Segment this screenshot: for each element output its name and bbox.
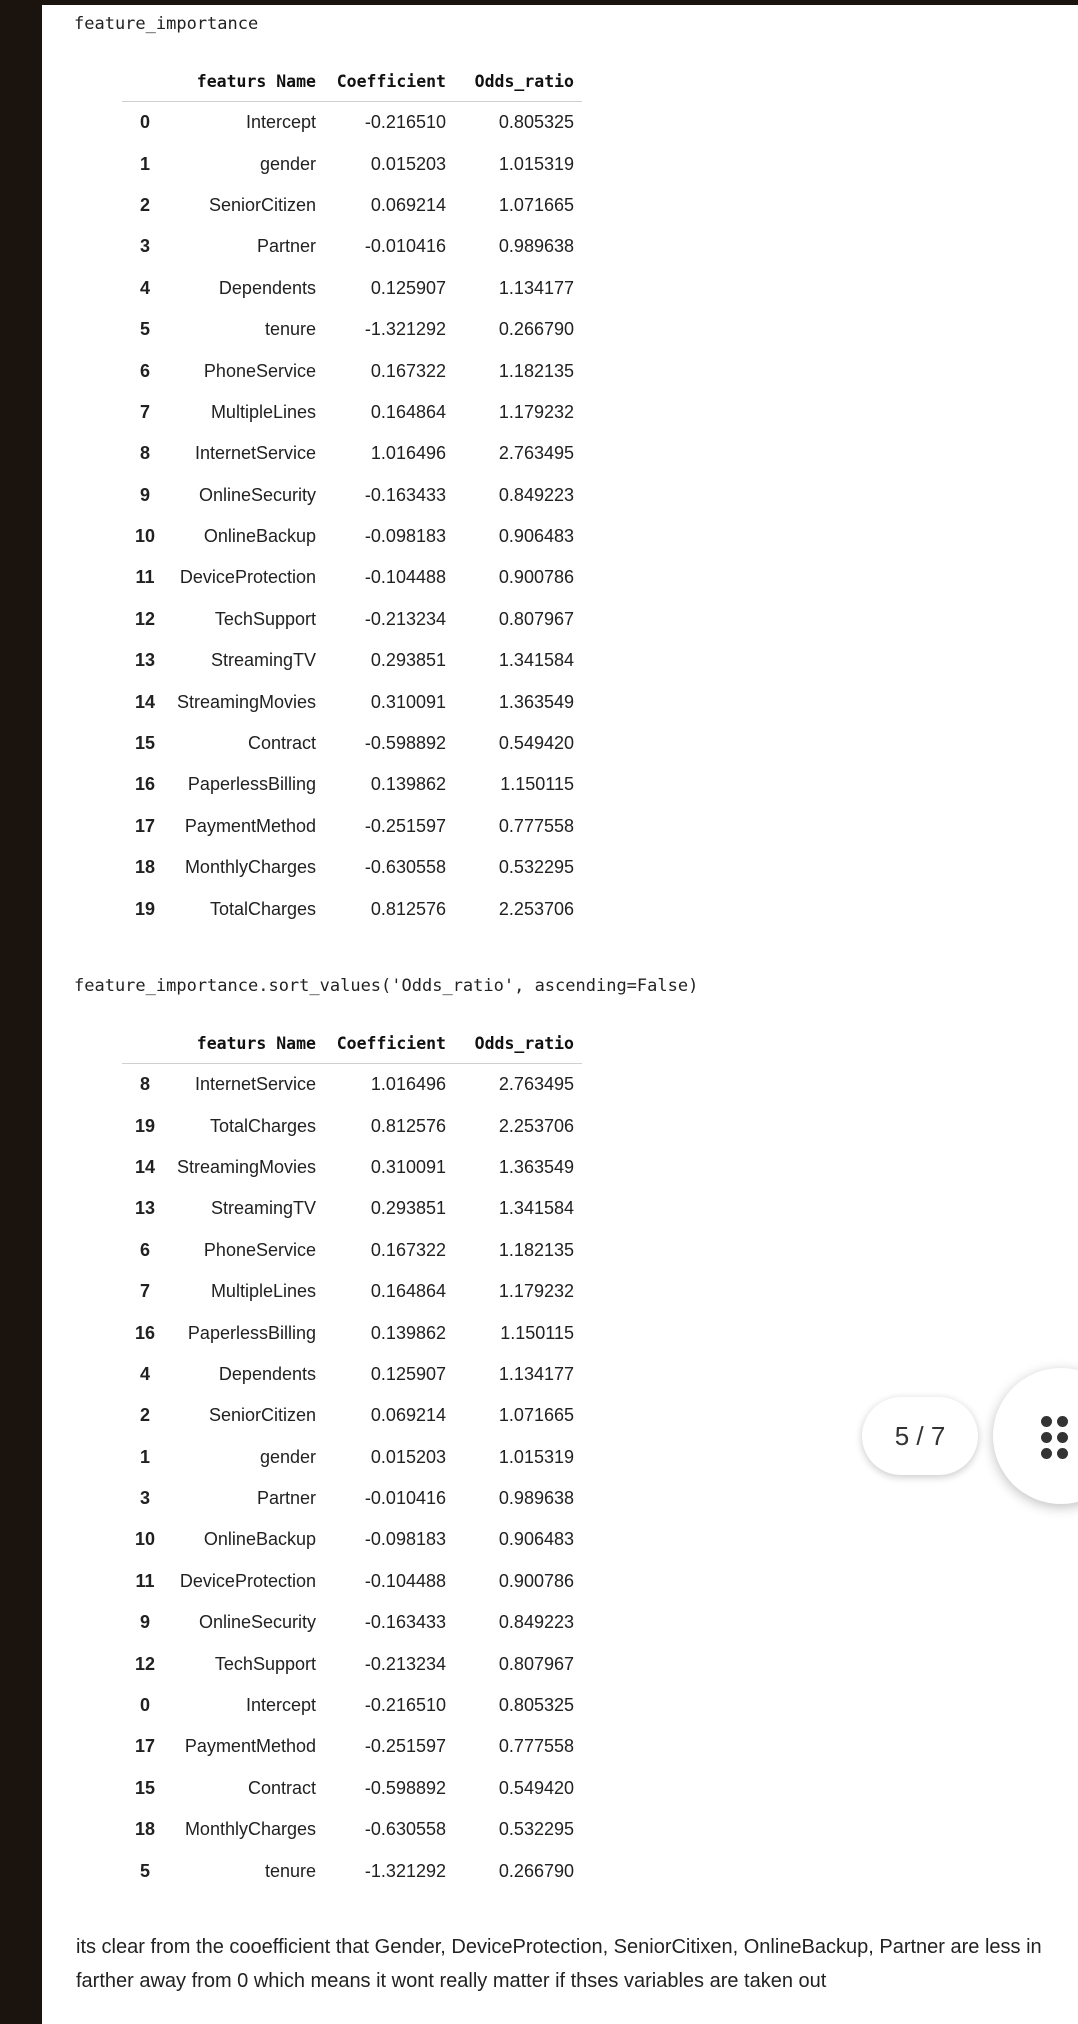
coefficient-cell: -0.010416: [364, 1488, 446, 1509]
notebook-page: [42, 5, 1078, 2024]
table-row: [122, 1230, 582, 1271]
coefficient-cell: -0.163433: [364, 1612, 446, 1633]
coefficient-cell: 0.125907: [370, 1363, 446, 1384]
odds-ratio-cell: 0.900786: [498, 567, 574, 588]
feature-name-cell: TechSupport: [214, 1653, 316, 1674]
feature-name-cell: Contract: [247, 1777, 316, 1798]
table-row: [122, 1602, 582, 1643]
feature-name-cell: PaperlessBilling: [187, 774, 316, 795]
odds-ratio-cell: 0.266790: [498, 319, 574, 340]
column-header-odds-ratio: Odds_ratio: [474, 71, 574, 91]
column-header-featurs-name: featurs Name: [196, 1033, 316, 1053]
feature-name-cell: Intercept: [245, 112, 316, 133]
coefficient-cell: 0.167322: [370, 360, 446, 381]
row-index: 9: [139, 484, 150, 505]
odds-ratio-cell: 1.341584: [498, 650, 574, 671]
odds-ratio-cell: 1.134177: [498, 277, 574, 298]
odds-ratio-cell: 0.777558: [498, 815, 574, 836]
row-index: 12: [134, 1653, 156, 1674]
odds-ratio-cell: 0.805325: [498, 112, 574, 133]
coefficient-cell: 0.293851: [370, 1198, 446, 1219]
row-index: 19: [134, 1115, 156, 1136]
coefficient-cell: 0.167322: [370, 1239, 446, 1260]
grid-dots-icon: [1041, 1416, 1075, 1460]
row-index: 16: [134, 1322, 156, 1343]
row-index: 15: [134, 733, 156, 754]
row-index: 4: [139, 277, 150, 298]
odds-ratio-cell: 1.134177: [498, 1363, 574, 1384]
odds-ratio-cell: 0.807967: [498, 608, 574, 629]
table-row: [122, 764, 582, 805]
table-row: [122, 806, 582, 847]
odds-ratio-cell: 0.805325: [498, 1695, 574, 1716]
table-row: [122, 433, 582, 474]
table-row: [122, 185, 582, 226]
odds-ratio-cell: 1.182135: [498, 1239, 574, 1260]
odds-ratio-cell: 0.849223: [498, 484, 574, 505]
paragraph-line-1: its clear from the cooefficient that Gender, DeviceProtection, SeniorCitixen, OnlineBackup, Partner are less in: [76, 1936, 1042, 1958]
odds-ratio-cell: 1.150115: [500, 1322, 574, 1343]
row-index: 0: [139, 1695, 150, 1716]
row-index: 10: [134, 1529, 156, 1550]
table-row: [122, 1105, 582, 1146]
table-row: [122, 392, 582, 433]
coefficient-cell: 0.293851: [370, 650, 446, 671]
odds-ratio-cell: 2.253706: [498, 1115, 574, 1136]
row-index: 11: [135, 567, 155, 588]
feature-name-cell: StreamingMovies: [176, 691, 316, 712]
feature-name-cell: PaperlessBilling: [187, 1322, 316, 1343]
odds-ratio-cell: 1.341584: [498, 1198, 574, 1219]
table-row: [122, 1312, 582, 1353]
odds-ratio-cell: 0.807967: [498, 1653, 574, 1674]
row-index: 6: [139, 360, 150, 381]
coefficient-cell: -0.104488: [364, 1570, 446, 1591]
odds-ratio-cell: 0.989638: [498, 1488, 574, 1509]
row-index: 7: [139, 401, 150, 422]
feature-name-cell: MonthlyCharges: [184, 1819, 316, 1840]
row-index: 17: [134, 815, 156, 836]
row-index: 3: [139, 236, 150, 257]
feature-name-cell: Partner: [256, 1488, 316, 1509]
table-row: [122, 1478, 582, 1519]
row-index: 14: [134, 1156, 156, 1177]
coefficient-cell: -0.630558: [364, 1819, 446, 1840]
table-header-row: [122, 1023, 582, 1064]
feature-name-cell: InternetService: [194, 443, 316, 464]
row-index: 3: [139, 1488, 150, 1509]
table-row: [122, 1768, 582, 1809]
coefficient-cell: -0.598892: [364, 733, 446, 754]
table-row: [122, 268, 582, 309]
coefficient-cell: -0.104488: [364, 567, 446, 588]
table-row: [122, 516, 582, 557]
feature-name-cell: DeviceProtection: [179, 567, 316, 588]
odds-ratio-cell: 1.150115: [500, 774, 574, 795]
column-header-coefficient: Coefficient: [336, 71, 446, 91]
odds-ratio-cell: 1.182135: [498, 360, 574, 381]
feature-name-cell: gender: [259, 1446, 316, 1467]
row-index: 8: [139, 1074, 150, 1095]
feature-name-cell: PhoneService: [203, 360, 316, 381]
row-index: 2: [139, 1405, 150, 1426]
table-row: [122, 475, 582, 516]
row-index: 5: [139, 319, 150, 340]
odds-ratio-cell: 1.071665: [498, 1405, 574, 1426]
row-index: 17: [134, 1736, 156, 1757]
coefficient-cell: 0.015203: [370, 1446, 446, 1467]
row-index: 16: [134, 774, 156, 795]
feature-name-cell: MonthlyCharges: [184, 857, 316, 878]
code-cell-1: feature_importance: [74, 14, 259, 34]
feature-name-cell: TechSupport: [214, 608, 316, 629]
row-index: 6: [139, 1239, 150, 1260]
odds-ratio-cell: 1.179232: [498, 1281, 574, 1302]
table-row: [122, 1147, 582, 1188]
feature-name-cell: Dependents: [218, 277, 316, 298]
feature-name-cell: tenure: [264, 319, 316, 340]
coefficient-cell: 0.139862: [370, 1322, 446, 1343]
feature-name-cell: TotalCharges: [209, 1115, 316, 1136]
coefficient-cell: -0.251597: [364, 815, 446, 836]
coefficient-cell: 0.069214: [370, 1405, 446, 1426]
table-row: [122, 1643, 582, 1684]
row-index: 0: [139, 112, 150, 133]
table-row: [122, 640, 582, 681]
feature-name-cell: Partner: [256, 236, 316, 257]
feature-name-cell: PaymentMethod: [184, 1736, 316, 1757]
odds-ratio-cell: 0.777558: [498, 1736, 574, 1757]
odds-ratio-cell: 0.989638: [498, 236, 574, 257]
odds-ratio-cell: 0.532295: [498, 857, 574, 878]
table-row: [122, 1437, 582, 1478]
table-row: [122, 1064, 582, 1106]
coefficient-cell: 0.812576: [370, 1115, 446, 1136]
odds-ratio-cell: 0.906483: [498, 1529, 574, 1550]
row-index: 14: [134, 691, 156, 712]
feature-name-cell: SeniorCitizen: [208, 194, 316, 215]
odds-ratio-cell: 0.549420: [498, 733, 574, 754]
odds-ratio-cell: 1.015319: [498, 1446, 574, 1467]
row-index: 19: [134, 898, 156, 919]
feature-name-cell: StreamingTV: [210, 1198, 316, 1219]
feature-name-cell: StreamingTV: [210, 650, 316, 671]
feature-name-cell: tenure: [264, 1860, 316, 1881]
row-index: 1: [139, 153, 150, 174]
coefficient-cell: 0.015203: [370, 153, 446, 174]
row-index: 13: [134, 650, 156, 671]
feature-name-cell: PaymentMethod: [184, 815, 316, 836]
row-index: 9: [139, 1612, 150, 1633]
table-row: [122, 350, 582, 391]
coefficient-cell: -0.251597: [364, 1736, 446, 1757]
markdown-paragraph: [76, 1930, 1078, 1998]
index-header: [122, 1023, 168, 1064]
feature-name-cell: OnlineBackup: [203, 1529, 316, 1550]
index-header: [122, 61, 168, 102]
odds-ratio-cell: 2.763495: [498, 443, 574, 464]
feature-name-cell: TotalCharges: [209, 898, 316, 919]
table-row: [122, 1271, 582, 1312]
feature-name-cell: OnlineSecurity: [198, 484, 316, 505]
table-row: [122, 681, 582, 722]
odds-ratio-cell: 1.179232: [498, 401, 574, 422]
table-row: [122, 1850, 582, 1891]
feature-name-cell: Intercept: [245, 1695, 316, 1716]
coefficient-cell: -0.216510: [364, 1695, 446, 1716]
dataframe-table-1: [122, 61, 582, 930]
table-row: [122, 143, 582, 184]
table-row: [122, 888, 582, 929]
table-row: [122, 1354, 582, 1395]
feature-name-cell: OnlineBackup: [203, 526, 316, 547]
odds-ratio-cell: 2.763495: [498, 1074, 574, 1095]
table-row: [122, 1561, 582, 1602]
odds-ratio-cell: 0.849223: [498, 1612, 574, 1633]
feature-name-cell: InternetService: [194, 1074, 316, 1095]
row-index: 7: [139, 1281, 150, 1302]
odds-ratio-cell: 0.266790: [498, 1860, 574, 1881]
row-index: 10: [134, 526, 156, 547]
feature-name-cell: PhoneService: [203, 1239, 316, 1260]
coefficient-cell: -0.216510: [364, 112, 446, 133]
feature-name-cell: StreamingMovies: [176, 1156, 316, 1177]
row-index: 12: [134, 608, 156, 629]
coefficient-cell: 0.069214: [370, 194, 446, 215]
feature-name-cell: DeviceProtection: [179, 1570, 316, 1591]
row-index: 13: [134, 1198, 156, 1219]
row-index: 1: [139, 1446, 150, 1467]
table-row: [122, 1726, 582, 1767]
coefficient-cell: 1.016496: [370, 443, 446, 464]
feature-name-cell: MultipleLines: [210, 1281, 316, 1302]
odds-ratio-cell: 0.532295: [498, 1819, 574, 1840]
table-header-row: [122, 61, 582, 102]
table-row: [122, 226, 582, 267]
row-index: 15: [134, 1777, 156, 1798]
odds-ratio-cell: 0.906483: [498, 526, 574, 547]
table-row: [122, 557, 582, 598]
feature-name-cell: Dependents: [218, 1363, 316, 1384]
coefficient-cell: -1.321292: [364, 319, 446, 340]
odds-ratio-cell: 1.363549: [498, 1156, 574, 1177]
coefficient-cell: 0.139862: [370, 774, 446, 795]
row-index: 4: [139, 1363, 150, 1384]
coefficient-cell: -0.098183: [364, 526, 446, 547]
table-row: [122, 102, 582, 144]
feature-name-cell: Contract: [247, 733, 316, 754]
odds-ratio-cell: 1.363549: [498, 691, 574, 712]
odds-ratio-cell: 1.015319: [498, 153, 574, 174]
odds-ratio-cell: 1.071665: [498, 194, 574, 215]
feature-name-cell: gender: [259, 153, 316, 174]
coefficient-cell: 0.310091: [370, 691, 446, 712]
coefficient-cell: -0.010416: [364, 236, 446, 257]
feature-name-cell: SeniorCitizen: [208, 1405, 316, 1426]
odds-ratio-cell: 2.253706: [498, 898, 574, 919]
column-header-coefficient: Coefficient: [336, 1033, 446, 1053]
coefficient-cell: -0.163433: [364, 484, 446, 505]
table-row: [122, 599, 582, 640]
column-header-featurs-name: featurs Name: [196, 71, 316, 91]
paragraph-line-2: farther away from 0 which means it wont really matter if thses variables are taken out: [76, 1970, 827, 1992]
coefficient-cell: 0.812576: [370, 898, 446, 919]
coefficient-cell: -0.098183: [364, 1529, 446, 1550]
odds-ratio-cell: 0.549420: [498, 1777, 574, 1798]
column-header-odds-ratio: Odds_ratio: [474, 1033, 574, 1053]
row-index: 11: [135, 1570, 155, 1591]
odds-ratio-cell: 0.900786: [498, 1570, 574, 1591]
row-index: 18: [134, 857, 156, 878]
table-body: [122, 1064, 582, 1892]
table-row: [122, 1188, 582, 1229]
table-row: [122, 1685, 582, 1726]
table-row: [122, 1519, 582, 1560]
table-row: [122, 1395, 582, 1436]
table-row: [122, 847, 582, 888]
coefficient-cell: -1.321292: [364, 1860, 446, 1881]
row-index: 5: [139, 1860, 150, 1881]
row-index: 18: [134, 1819, 156, 1840]
row-index: 8: [139, 443, 150, 464]
row-index: 2: [139, 194, 150, 215]
table-row: [122, 309, 582, 350]
coefficient-cell: 0.125907: [370, 277, 446, 298]
coefficient-cell: -0.213234: [364, 1653, 446, 1674]
coefficient-cell: -0.598892: [364, 1777, 446, 1798]
coefficient-cell: 0.310091: [370, 1156, 446, 1177]
coefficient-cell: -0.630558: [364, 857, 446, 878]
feature-name-cell: MultipleLines: [210, 401, 316, 422]
table-row: [122, 1809, 582, 1850]
code-cell-2: feature_importance.sort_values('Odds_ratio', ascending=False): [74, 976, 699, 996]
page-counter-pill[interactable]: 5 / 7: [862, 1397, 978, 1475]
coefficient-cell: -0.213234: [364, 608, 446, 629]
coefficient-cell: 0.164864: [370, 1281, 446, 1302]
coefficient-cell: 1.016496: [370, 1074, 446, 1095]
dataframe-table-2: [122, 1023, 582, 1892]
feature-name-cell: OnlineSecurity: [198, 1612, 316, 1633]
coefficient-cell: 0.164864: [370, 401, 446, 422]
table-body: [122, 102, 582, 930]
table-row: [122, 723, 582, 764]
